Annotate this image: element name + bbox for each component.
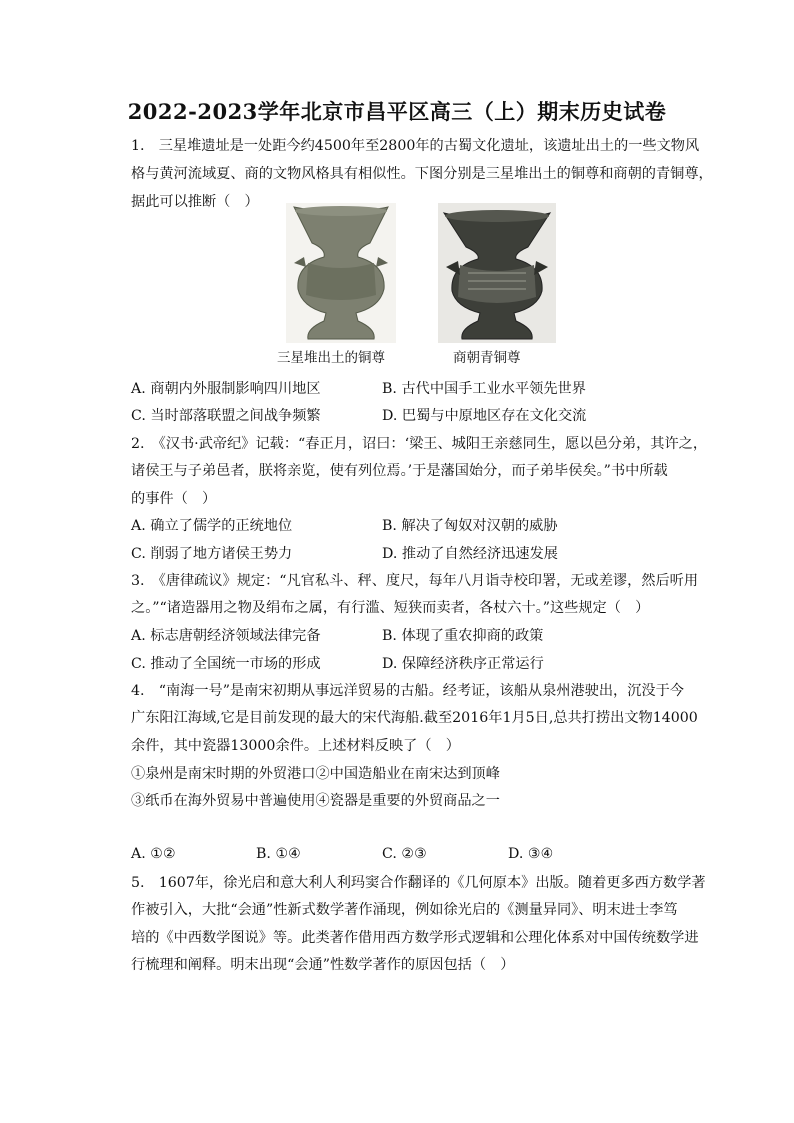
question-2-option-d[interactable]: D. 推动了自然经济迅速发展 (382, 546, 558, 562)
question-1-option-b[interactable]: B. 古代中国手工业水平领先世界 (382, 381, 586, 397)
question-4-option-b[interactable]: B. ①④ (256, 846, 301, 862)
question-4-statement-line-1: ①泉州是南宋时期的外贸港口②中国造船业在南宋达到顶峰 (131, 766, 500, 782)
question-4-option-d[interactable]: D. ③④ (508, 846, 554, 862)
question-1-option-d[interactable]: D. 巴蜀与中原地区存在文化交流 (382, 408, 587, 424)
shang-bronze-zun-image (438, 203, 556, 343)
question-4-statement-line-2: ③纸币在海外贸易中普遍使用④瓷器是重要的外贸商品之一 (131, 793, 500, 809)
question-2-line-2: 诸侯王与子弟邑者，朕将亲览，使有列位焉。’于是藩国始分，而子弟毕侯矣。”书中所载 (131, 463, 668, 479)
question-1-line-2: 格与黄河流域夏、商的文物风格具有相似性。下图分别是三星堆出土的铜尊和商朝的青铜尊， (131, 166, 713, 182)
question-5-line-4: 行梳理和阐释。明末出现“会通”性数学著作的原因包括（ ） (131, 957, 515, 973)
question-3-option-b[interactable]: B. 体现了重农抑商的政策 (382, 628, 544, 644)
question-1-option-c[interactable]: C. 当时部落联盟之间战争频繁 (131, 408, 321, 424)
question-4-option-a[interactable]: A. ①② (131, 846, 176, 862)
question-2-option-b[interactable]: B. 解决了匈奴对汉朝的威胁 (382, 518, 558, 534)
caption-sanxingdui-zun: 三星堆出土的铜尊 (277, 350, 385, 366)
question-1-line-3: 据此可以推断（ ） (131, 194, 259, 210)
question-2-line-3: 的事件（ ） (131, 491, 217, 507)
question-4-line-2: 广东阳江海域,它是目前发现的最大的宋代海船.截至2016年1月5日,总共打捞出文物14000 (131, 710, 698, 726)
question-1-option-a[interactable]: A. 商朝内外服制影响四川地区 (131, 381, 321, 397)
bronze-vessels-figure (280, 200, 570, 370)
caption-shang-zun: 商朝青铜尊 (453, 350, 521, 366)
question-2-option-a[interactable]: A. 确立了儒学的正统地位 (131, 518, 293, 534)
page-title: 2022-2023学年北京市昌平区高三（上）期末历史试卷 (127, 99, 667, 124)
question-4-line-3: 余件，其中瓷器13000余件。上述材料反映了（ ） (131, 738, 460, 754)
sanxingdui-bronze-zun-image (286, 203, 396, 343)
question-3-line-1: 3. 《唐律疏议》规定：“凡官私斗、秤、度尺，每年八月诣寺校印署，无或差谬，然后听用 (131, 573, 699, 589)
question-2-line-1: 2. 《汉书·武帝纪》记载：“春正月，诏曰：‘梁王、城阳王亲慈同生，愿以邑分弟，其许之， (131, 436, 708, 452)
question-4-option-c[interactable]: C. ②③ (382, 846, 427, 862)
question-5-line-1: 5. 1607年，徐光启和意大利人利玛窦合作翻译的《几何原本》出版。随着更多西方数学著 (131, 875, 706, 891)
question-3-option-d[interactable]: D. 保障经济秩序正常运行 (382, 656, 544, 672)
question-3-line-2: 之。”“诸造器用之物及绢布之属，有行滥、短狭而卖者，各杖六十。”这些规定（ ） (131, 600, 650, 616)
question-3-option-a[interactable]: A. 标志唐朝经济领域法律完备 (131, 628, 321, 644)
question-5-line-2: 作被引入，大批“会通”性新式数学著作涌现，例如徐光启的《测量异同》、明末进士李笃 (131, 902, 678, 918)
question-1-line-1: 1. 三星堆遗址是一处距今约4500年至2800年的古蜀文化遗址，该遗址出土的一些文物风 (131, 138, 700, 154)
question-3-option-c[interactable]: C. 推动了全国统一市场的形成 (131, 656, 321, 672)
question-2-option-c[interactable]: C. 削弱了地方诸侯王势力 (131, 546, 293, 562)
question-4-line-1: 4. “南海一号”是南宋初期从事远洋贸易的古船。经考证，该船从泉州港驶出，沉没于今 (131, 683, 684, 699)
question-5-line-3: 培的《中西数学图说》等。此类著作借用西方数学形式逻辑和公理化体系对中国传统数学进 (131, 930, 699, 946)
